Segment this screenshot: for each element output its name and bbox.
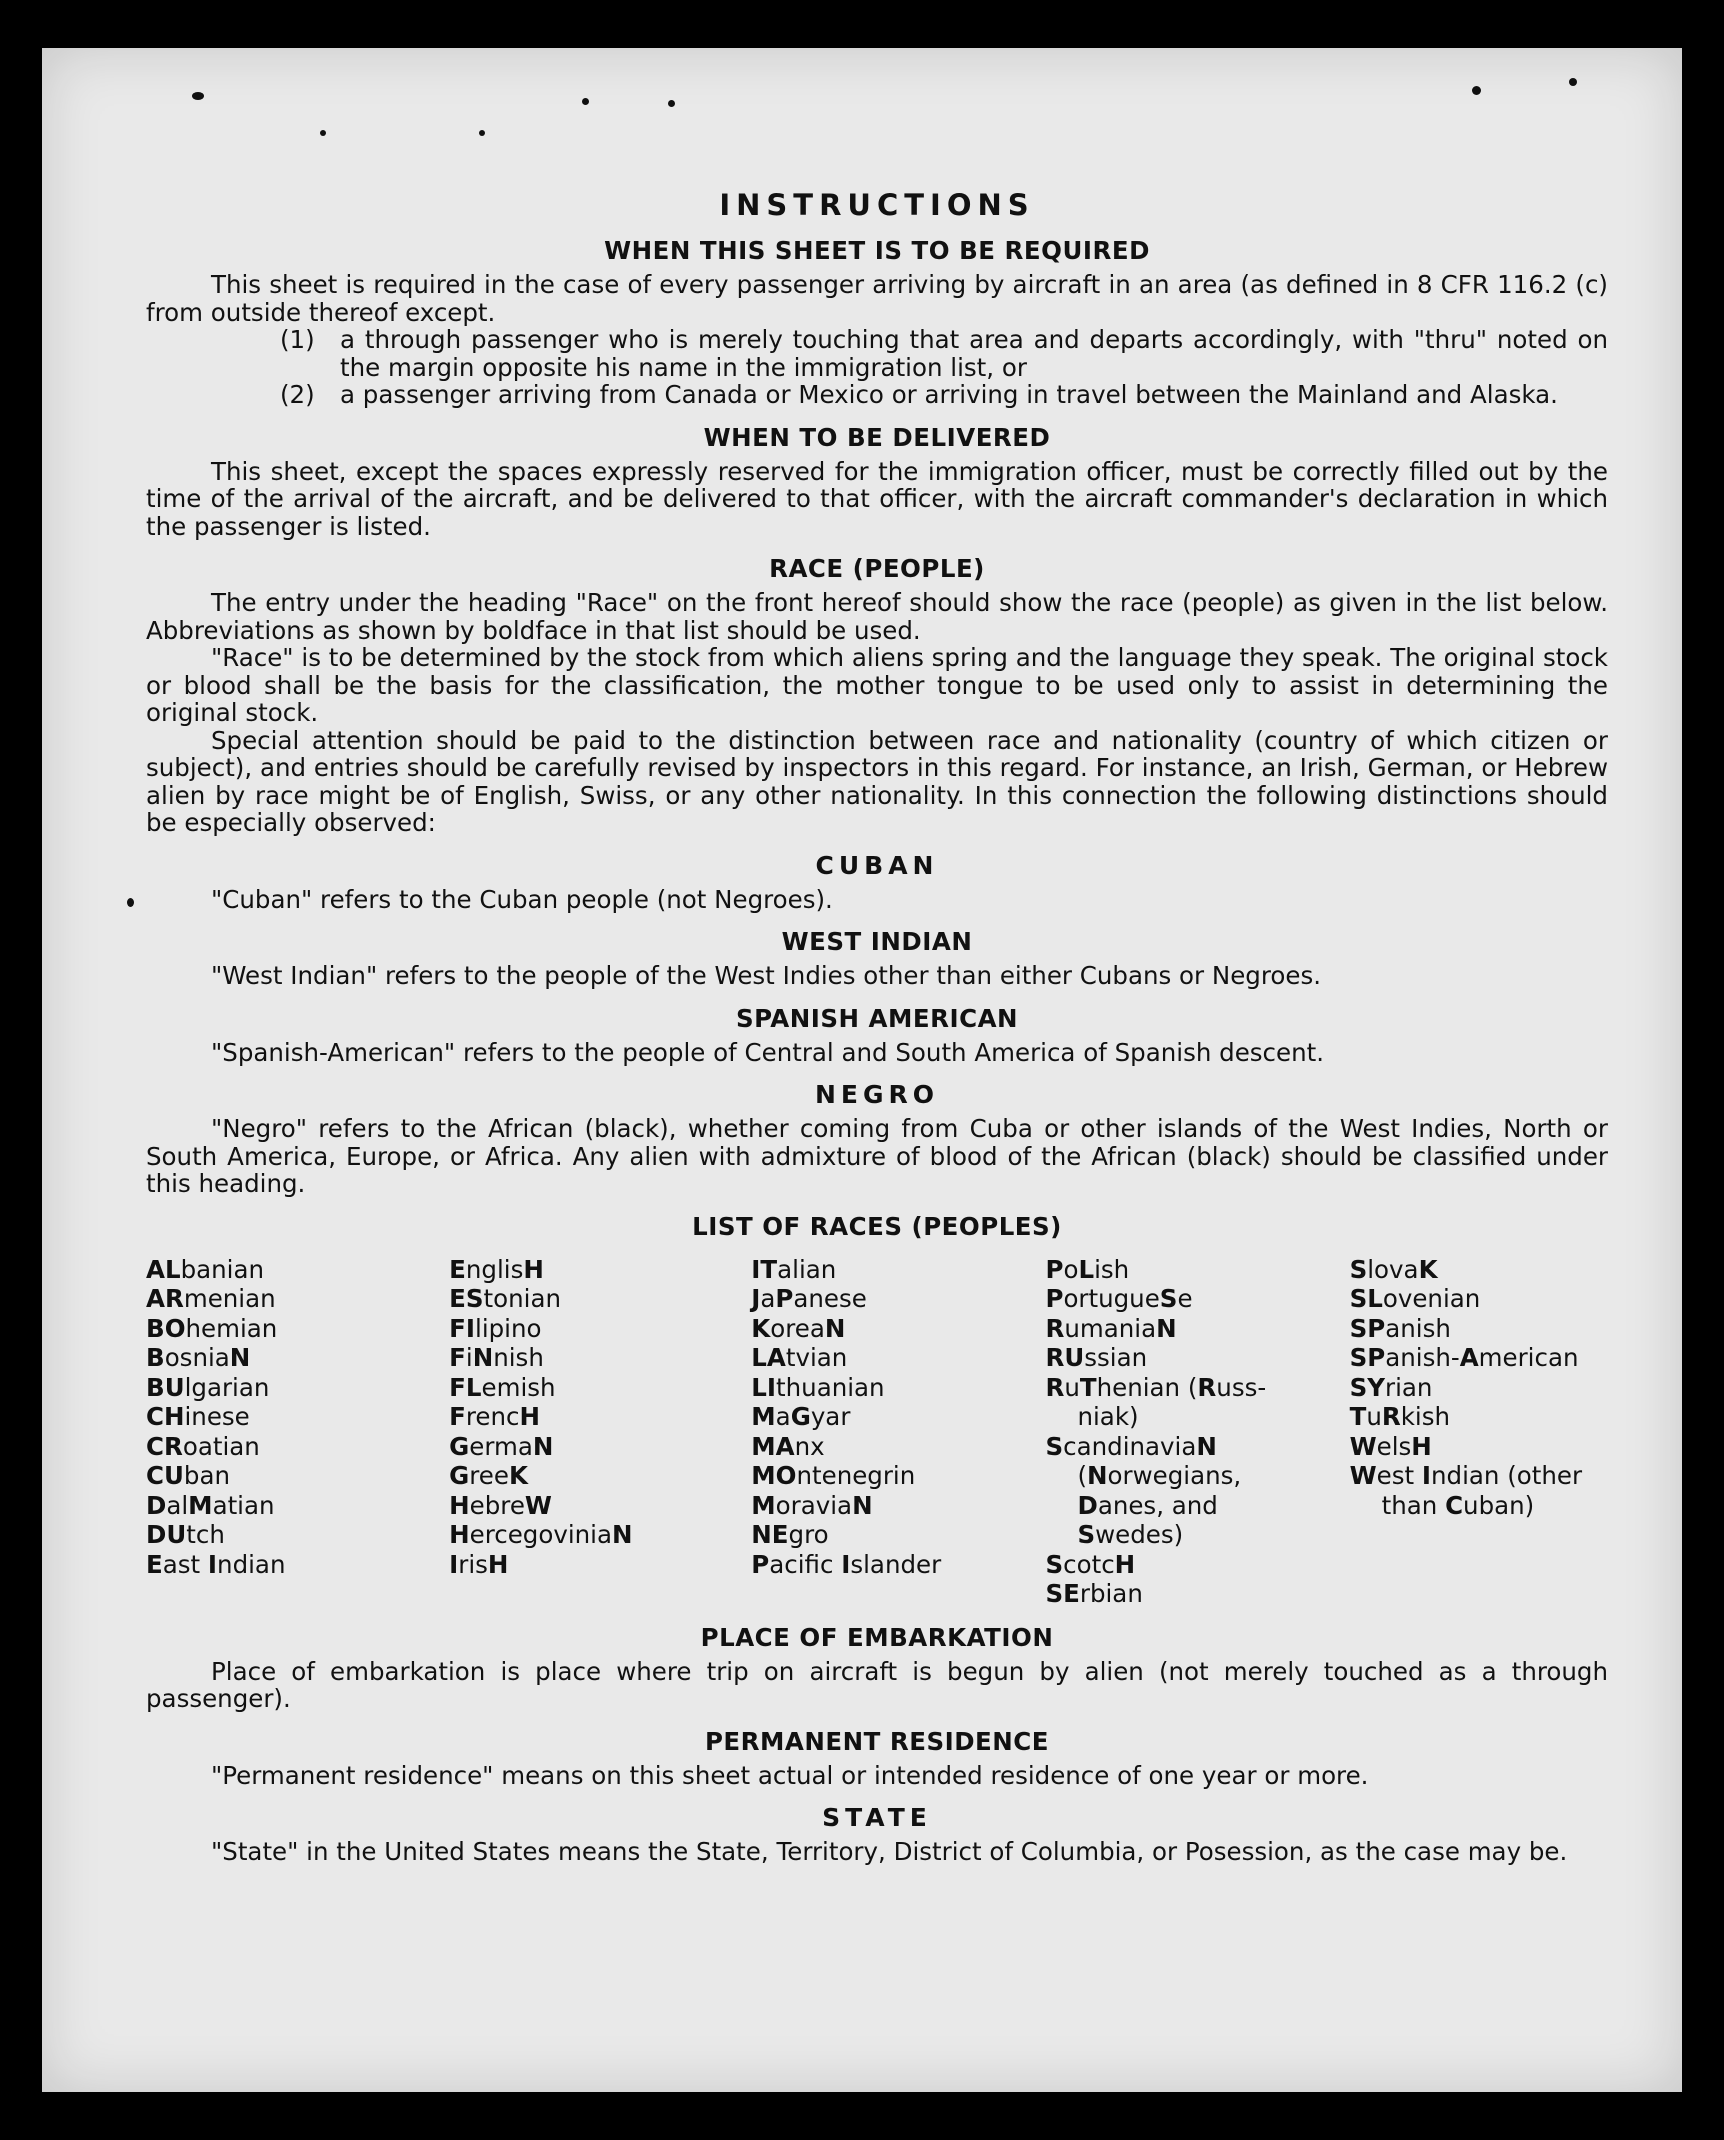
delivered-text: This sheet, except the spaces expressly reserved for the immigration officer, must be correctly filled out by the time of the arrival of the aircraft, and be delivered to that officer, with the aircraft commander's declaration in which the passenger is listed.	[146, 456, 1608, 541]
document-title: INSTRUCTIONS	[719, 188, 1035, 222]
race-paragraph-1: The entry under the heading "Race" on the front hereof should show the race (people) as given in the list below. Abbreviations as shown by boldface in that list should be used.	[146, 588, 1608, 645]
race-paragraph-3: Special attention should be paid to the distinction between race and nationality (country of which citizen or subject), and entries should be carefully revised by inspectors in this regard. For instance, an Irish, German, or Hebrew alien by race might be of English, Swiss, or any other nationality. In this connection the following distinctions should be especially observed:	[146, 725, 1608, 837]
race-entry: BUlgarian	[146, 1372, 270, 1402]
race-entry: PortugueSe	[1045, 1284, 1193, 1313]
residence-text: "Permanent residence" means on this sheet actual or intended residence of one year or more.	[211, 1760, 1369, 1790]
instructions-body	[146, 188, 1608, 1866]
race-entry: (Norwegians,	[1077, 1461, 1242, 1490]
state-text: "State" in the United States means the State, Territory, District of Columbia, or Posession, as the case may be.	[211, 1837, 1568, 1866]
document-sheet	[42, 48, 1682, 2092]
race-entry: ScandinaviaN	[1045, 1431, 1217, 1461]
race-entry: ALbanian	[146, 1254, 265, 1284]
race-entry: HebreW	[449, 1490, 552, 1520]
race-entry: FLemish	[449, 1372, 556, 1402]
exception-list	[280, 326, 1608, 409]
race-entry: SPanish-American	[1349, 1343, 1579, 1372]
heading-list-of-races: LIST OF RACES (PEOPLES)	[692, 1211, 1062, 1241]
races-column	[449, 1255, 751, 1609]
heading-permanent-residence: PERMANENT RESIDENCE	[704, 1726, 1050, 1756]
race-entry: FrencH	[449, 1402, 541, 1431]
race-entry: IrisH	[449, 1549, 509, 1579]
race-entry: ScotcH	[1045, 1549, 1136, 1579]
race-paragraph-2: "Race" is to be determined by the stock from which aliens spring and the language they speak. The original stock or blood shall be the basis for the classification, the mother tongue to be used only to assist in determining the original stock.	[146, 643, 1608, 727]
races-table	[146, 1255, 1608, 1609]
cuban-text: "Cuban" refers to the Cuban people (not Negroes).	[211, 884, 833, 914]
race-entry: SYrian	[1349, 1372, 1433, 1402]
race-entry: SLovenian	[1349, 1284, 1481, 1313]
race-entry: RumaniaN	[1045, 1313, 1177, 1343]
heading-place-of-embarkation: PLACE OF EMBARKATION	[700, 1622, 1054, 1652]
race-entry: SlovaK	[1349, 1254, 1438, 1284]
spanish-american-text: "Spanish-American" refers to the people of Central and South America of Spanish descent.	[211, 1037, 1325, 1067]
exception-text: a through passenger who is merely touching that area and departs accordingly, with "thru" noted on the margin opposite his name in the immigration list, or	[340, 325, 1608, 382]
race-entry: SPanish	[1349, 1313, 1451, 1343]
heading-negro: NEGRO	[814, 1080, 940, 1109]
race-entry: WelsH	[1349, 1431, 1432, 1461]
heading-state: STATE	[822, 1803, 932, 1832]
race-entry: SErbian	[1045, 1579, 1143, 1608]
race-entry: FIlipino	[449, 1313, 542, 1343]
race-entry: Danes, and	[1077, 1490, 1218, 1520]
embarkation-text: Place of embarkation is place where trip on aircraft is begun by alien (not merely touched as a through passenger).	[146, 1656, 1608, 1713]
heading-spanish-american: SPANISH AMERICAN	[735, 1003, 1019, 1033]
race-entry: ITalian	[751, 1254, 837, 1284]
race-entry: ARmenian	[146, 1284, 276, 1313]
heading-when-delivered: WHEN TO BE DELIVERED	[703, 422, 1051, 452]
required-intro: This sheet is required in the case of every passenger arriving by aircraft in an area (as defined in 8 CFR 116.2 (c) from outside thereof except.	[146, 270, 1608, 327]
race-entry: LAtvian	[751, 1343, 848, 1372]
race-entry: Pacific Islander	[751, 1549, 942, 1579]
race-entry: CHinese	[146, 1402, 250, 1431]
race-entry: TuRkish	[1349, 1402, 1451, 1431]
race-entry: BOhemian	[146, 1313, 278, 1343]
race-entry: DalMatian	[146, 1490, 275, 1520]
exception-number: (1)	[280, 325, 315, 354]
race-entry: RUssian	[1045, 1343, 1148, 1372]
race-entry: niak)	[1077, 1402, 1139, 1431]
heading-when-required: WHEN THIS SHEET IS TO BE REQUIRED	[604, 236, 1150, 265]
exception-number: (2)	[280, 380, 315, 409]
west-indian-text: "West Indian" refers to the people of the West Indies other than either Cubans or Negroes.	[211, 961, 1322, 990]
race-entry: JaPanese	[751, 1284, 867, 1313]
race-entry: CUban	[146, 1461, 230, 1490]
races-column	[1350, 1255, 1608, 1609]
race-entry: East Indian	[146, 1549, 286, 1579]
races-column	[1045, 1255, 1349, 1609]
races-column	[751, 1255, 1045, 1609]
race-entry: DUtch	[146, 1520, 225, 1549]
race-entry: GermaN	[449, 1431, 554, 1461]
race-entry: than Cuban)	[1381, 1490, 1535, 1520]
race-entry: EStonian	[449, 1284, 562, 1313]
race-entry: Swedes)	[1077, 1520, 1184, 1549]
race-entry: NEgro	[751, 1520, 829, 1549]
race-entry: LIthuanian	[751, 1372, 885, 1402]
negro-text: "Negro" refers to the African (black), whether coming from Cuba or other islands of the West Indies, North or South America, Europe, or Africa. Any alien with admixture of blood of the African (black) should be classified under this heading.	[146, 1114, 1608, 1198]
exception-item	[280, 326, 1608, 381]
race-entry: FiNnish	[449, 1343, 544, 1372]
exception-text: a passenger arriving from Canada or Mexico or arriving in travel between the Mainland and Alaska.	[340, 380, 1558, 409]
race-entry: PoLish	[1045, 1254, 1130, 1284]
race-entry: HercegoviniaN	[449, 1520, 633, 1549]
race-entry: CRoatian	[146, 1431, 260, 1461]
race-entry: BosniaN	[146, 1343, 251, 1372]
race-entry: MoraviaN	[751, 1490, 873, 1520]
heading-cuban: CUBAN	[815, 850, 939, 880]
heading-west-indian: WEST INDIAN	[781, 927, 973, 956]
exception-item	[280, 381, 1608, 409]
race-entry: KoreaN	[751, 1313, 846, 1343]
race-entry: GreeK	[449, 1461, 528, 1490]
race-entry: MAnx	[751, 1431, 825, 1461]
race-entry: MOntenegrin	[751, 1461, 916, 1490]
race-entry: RuThenian (Russ-	[1045, 1372, 1267, 1402]
race-entry: EnglisH	[449, 1254, 544, 1284]
race-entry: MaGyar	[751, 1402, 851, 1431]
races-column	[146, 1255, 449, 1609]
heading-race: RACE (PEOPLE)	[769, 554, 985, 583]
race-entry: West Indian (other	[1349, 1461, 1583, 1490]
